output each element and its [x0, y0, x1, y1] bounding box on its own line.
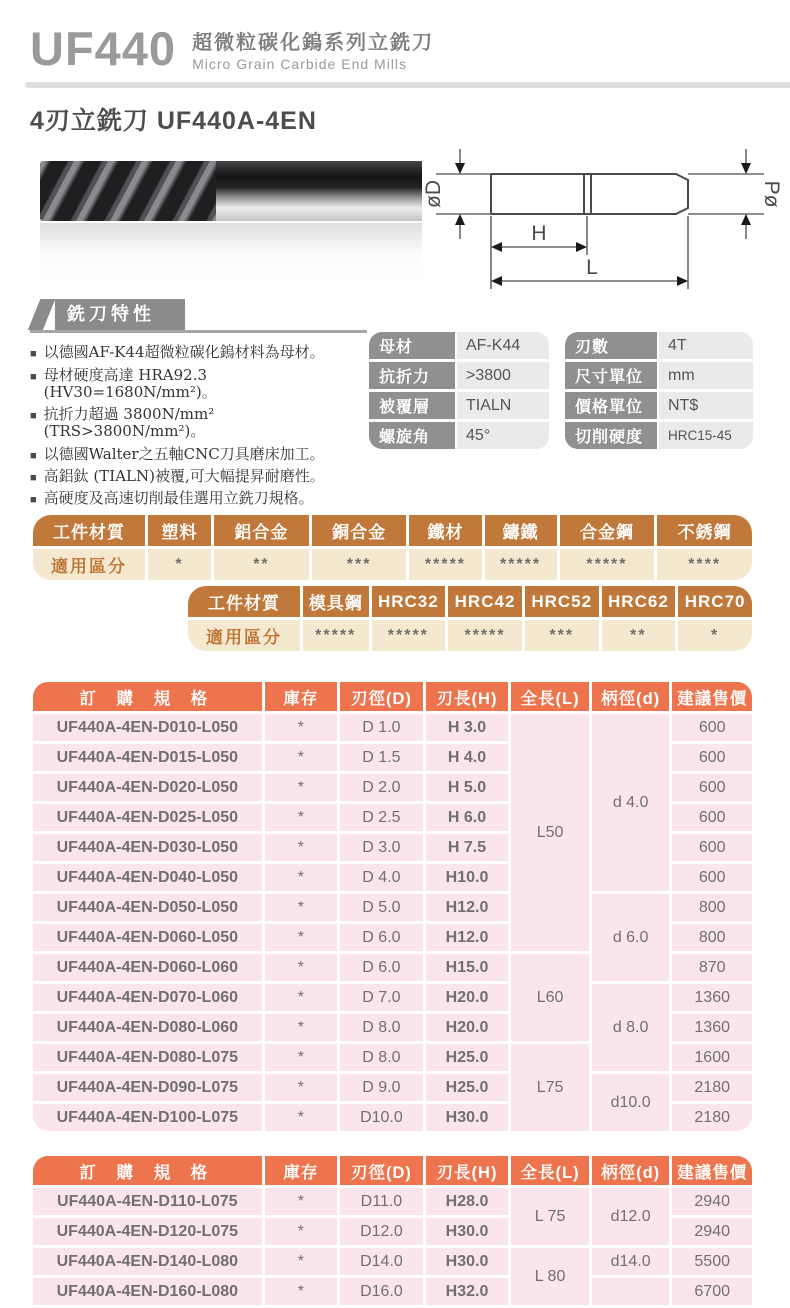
price-cell: 600 — [672, 804, 752, 831]
flute-length-cell: H 6.0 — [426, 804, 509, 831]
mat-header-cell: 塑料 — [148, 515, 211, 546]
col-header-shank-diameter: 柄徑(d) — [592, 682, 670, 711]
flute-length-cell: H28.0 — [426, 1188, 509, 1215]
col-header-shank-diameter: 柄徑(d) — [592, 1156, 670, 1185]
material-table-2 — [185, 583, 755, 654]
col-header-overall-length: 全長(L) — [511, 682, 589, 711]
flute-length-cell: H12.0 — [426, 894, 509, 921]
mid-row — [30, 299, 755, 512]
stock-cell: * — [265, 774, 338, 801]
product-photo — [30, 139, 422, 291]
flute-length-cell: H32.0 — [426, 1278, 509, 1305]
table-row — [33, 1074, 752, 1101]
diameter-cell: D 1.5 — [340, 744, 423, 771]
stock-cell: * — [265, 1278, 338, 1305]
price-cell: 2940 — [672, 1188, 752, 1215]
mat-header-cell: HRC70 — [678, 586, 752, 617]
series-block — [192, 26, 434, 72]
stock-cell: * — [265, 804, 338, 831]
mat-rating-cell: ***** — [409, 549, 481, 580]
flute-length-cell: H 7.5 — [426, 834, 509, 861]
shank-diameter-cell: d 6.0 — [592, 894, 670, 981]
spec-label: 抗折力 — [369, 362, 455, 389]
table-row — [33, 1248, 752, 1275]
flute-section — [40, 161, 216, 221]
mat-rating-cell: ***** — [560, 549, 655, 580]
diameter-cell: D10.0 — [340, 1104, 423, 1131]
features-title-row — [30, 299, 367, 333]
stock-cell: * — [265, 1188, 338, 1215]
stock-cell: * — [265, 984, 338, 1011]
diameter-cell: D 1.0 — [340, 714, 423, 741]
shank-diameter-cell: d 8.0 — [592, 984, 670, 1071]
diameter-cell: D14.0 — [340, 1248, 423, 1275]
series-subtitle: Micro Grain Carbide End Mills — [192, 56, 408, 72]
flute-length-cell: H 5.0 — [426, 774, 509, 801]
mat-header-cell: HRC52 — [525, 586, 599, 617]
col-header-stock: 庫存 — [265, 1156, 338, 1185]
diameter-cell: D12.0 — [340, 1218, 423, 1245]
model-cell: UF440A-4EN-D060-L060 — [33, 954, 262, 981]
spec-value: AF-K44 — [457, 332, 549, 359]
mat-rating-cell: ***** — [303, 620, 369, 651]
header — [30, 22, 755, 76]
spec-table-left — [367, 329, 551, 452]
model-cell: UF440A-4EN-D090-L075 — [33, 1074, 262, 1101]
table-row — [33, 894, 752, 921]
mat-rating-cell: *** — [525, 620, 599, 651]
price-cell: 600 — [672, 744, 752, 771]
spec-label: 母材 — [369, 332, 455, 359]
spec-label: 刃數 — [565, 332, 657, 359]
model-cell: UF440A-4EN-D110-L075 — [33, 1188, 262, 1215]
model-cell: UF440A-4EN-D060-L050 — [33, 924, 262, 951]
spec-value: TIALN — [457, 392, 549, 419]
stock-cell: * — [265, 864, 338, 891]
flute-length-cell: H25.0 — [426, 1074, 509, 1101]
col-header-overall-length: 全長(L) — [511, 1156, 589, 1185]
dimension-diagram — [422, 139, 783, 291]
overall-length-cell: L75 — [511, 1044, 589, 1131]
dimension-diagram-svg — [416, 139, 788, 297]
spec-value: 4T — [659, 332, 753, 359]
flute-length-h-label: H — [531, 222, 547, 245]
model-cell: UF440A-4EN-D140-L080 — [33, 1248, 262, 1275]
overall-length-cell: L 75 — [511, 1188, 589, 1245]
feature-item — [30, 468, 367, 485]
price-cell: 1600 — [672, 1044, 752, 1071]
mat-header-cell: 銅合金 — [312, 515, 407, 546]
price-cell: 800 — [672, 894, 752, 921]
table-row — [33, 714, 752, 741]
mat-header-cell: 工件材質 — [188, 586, 300, 617]
price-cell: 600 — [672, 834, 752, 861]
price-cell: 800 — [672, 924, 752, 951]
mat-rating-cell: ** — [602, 620, 676, 651]
feature-item — [30, 446, 367, 463]
col-header-model: 訂 購 規 格 — [33, 1156, 262, 1185]
flute-length-cell: H12.0 — [426, 924, 509, 951]
order-table-1 — [30, 679, 755, 1134]
col-header-price: 建議售價 — [672, 682, 752, 711]
diameter-cell: D 2.5 — [340, 804, 423, 831]
tool-body-outline — [491, 174, 688, 214]
feature-text: 母材硬度高達 HRA92.3 (HV30=1680N/mm²)。 — [43, 365, 217, 401]
flute-length-cell: H20.0 — [426, 1014, 509, 1041]
mat-rating-cell: ***** — [485, 549, 557, 580]
stock-cell: * — [265, 924, 338, 951]
spec-value: mm — [659, 362, 753, 389]
bullet-square-icon: ■ — [30, 494, 37, 507]
diameter-cell: D 8.0 — [340, 1044, 423, 1071]
feature-text: 高硬度及高速切削最佳選用立銑刀規格。 — [43, 489, 314, 508]
mat-header-cell: 模具鋼 — [303, 586, 369, 617]
mat-rating-cell: * — [678, 620, 752, 651]
diameter-cell: D 8.0 — [340, 1014, 423, 1041]
model-cell: UF440A-4EN-D100-L075 — [33, 1104, 262, 1131]
mat-header-cell: 工件材質 — [33, 515, 145, 546]
table-row — [33, 1278, 752, 1305]
features-title-badge: 銑刀特性 — [55, 299, 185, 330]
model-cell: UF440A-4EN-D015-L050 — [33, 744, 262, 771]
spec-label: 被覆層 — [369, 392, 455, 419]
stock-cell: * — [265, 1074, 338, 1101]
page-title: 4刃立銑刀 UF440A-4EN — [30, 107, 317, 135]
mat-rating-cell: *** — [312, 549, 407, 580]
price-cell: 600 — [672, 864, 752, 891]
stock-cell: * — [265, 1044, 338, 1071]
material-table-1 — [30, 512, 755, 583]
price-cell: 2940 — [672, 1218, 752, 1245]
flute-length-cell: H20.0 — [426, 984, 509, 1011]
flute-length-cell: H10.0 — [426, 864, 509, 891]
photo-reflection — [40, 223, 422, 281]
overall-length-cell: L60 — [511, 954, 589, 1041]
diameter-cell: D 2.0 — [340, 774, 423, 801]
bullet-square-icon: ■ — [30, 471, 37, 484]
price-cell: 6700 — [672, 1278, 752, 1305]
spec-table-right — [563, 329, 755, 452]
end-mill-image — [40, 161, 422, 221]
shank-diameter-cell: d12.0 — [592, 1188, 670, 1245]
model-cell: UF440A-4EN-D020-L050 — [33, 774, 262, 801]
price-cell: 1360 — [672, 984, 752, 1011]
mat-row-label: 適用區分 — [188, 620, 300, 651]
feature-text: 以德國AF-K44超微粒碳化鎢材料為母材。 — [43, 343, 325, 362]
stock-cell: * — [265, 894, 338, 921]
price-cell: 600 — [672, 774, 752, 801]
spec-value: 45° — [457, 422, 549, 449]
mat-header-cell: 鐵材 — [409, 515, 481, 546]
flute-length-cell: H15.0 — [426, 954, 509, 981]
stock-cell: * — [265, 1104, 338, 1131]
flute-length-cell: H25.0 — [426, 1044, 509, 1071]
mat-header-cell: HRC62 — [602, 586, 676, 617]
overall-length-cell: L 80 — [511, 1248, 589, 1305]
diameter-d-label: øD — [422, 180, 445, 208]
col-header-price: 建議售價 — [672, 1156, 752, 1185]
stock-cell: * — [265, 744, 338, 771]
spec-tables — [367, 329, 755, 512]
feature-text: 以德國Walter之五軸CNC刀具磨床加工。 — [43, 444, 325, 463]
price-cell: 5500 — [672, 1248, 752, 1275]
feature-list — [30, 344, 367, 507]
feature-item — [30, 367, 367, 402]
mat-rating-cell: **** — [657, 549, 752, 580]
shank-section — [216, 161, 422, 221]
flute-length-cell: H30.0 — [426, 1248, 509, 1275]
mat-header-cell: HRC32 — [372, 586, 446, 617]
shank-diameter-cell: d 4.0 — [592, 714, 670, 891]
col-header-flute-length: 刃長(H) — [426, 1156, 509, 1185]
stock-cell: * — [265, 1248, 338, 1275]
mat-header-cell: 不銹鋼 — [657, 515, 752, 546]
flute-length-cell: H30.0 — [426, 1104, 509, 1131]
price-cell: 2180 — [672, 1104, 752, 1131]
bullet-square-icon: ■ — [30, 348, 37, 361]
model-cell: UF440A-4EN-D010-L050 — [33, 714, 262, 741]
shank-diameter-cell — [592, 1278, 670, 1305]
shank-diameter-p-label: Pø — [760, 180, 783, 208]
model-cell: UF440A-4EN-D080-L060 — [33, 1014, 262, 1041]
feature-text: 抗折力超過 3800N/mm² (TRS>3800N/mm²)。 — [43, 405, 215, 441]
flute-length-cell: H30.0 — [426, 1218, 509, 1245]
spec-label: 價格單位 — [565, 392, 657, 419]
visual-row — [30, 139, 783, 291]
bullet-square-icon: ■ — [30, 370, 37, 383]
spec-value: NT$ — [659, 392, 753, 419]
price-cell: 1360 — [672, 1014, 752, 1041]
model-cell: UF440A-4EN-D070-L060 — [33, 984, 262, 1011]
features-section — [30, 299, 367, 512]
bullet-square-icon: ■ — [30, 410, 37, 423]
spec-value: HRC15-45 — [659, 422, 753, 449]
col-header-stock: 庫存 — [265, 682, 338, 711]
mat-rating-cell: ***** — [448, 620, 522, 651]
shank-diameter-cell: d14.0 — [592, 1248, 670, 1275]
brand-logo: UF440 — [30, 22, 177, 76]
flute-length-cell: H 4.0 — [426, 744, 509, 771]
model-cell: UF440A-4EN-D030-L050 — [33, 834, 262, 861]
price-cell: 870 — [672, 954, 752, 981]
stock-cell: * — [265, 1218, 338, 1245]
overall-length-cell: L50 — [511, 714, 589, 951]
spec-value: >3800 — [457, 362, 549, 389]
diameter-cell: D 6.0 — [340, 924, 423, 951]
mat-header-cell: 鑄鐵 — [485, 515, 557, 546]
diameter-cell: D 3.0 — [340, 834, 423, 861]
col-header-diameter: 刃徑(D) — [340, 1156, 423, 1185]
diameter-cell: D 7.0 — [340, 984, 423, 1011]
stock-cell: * — [265, 1014, 338, 1041]
model-cell: UF440A-4EN-D160-L080 — [33, 1278, 262, 1305]
stock-cell: * — [265, 834, 338, 861]
diameter-cell: D 4.0 — [340, 864, 423, 891]
series-title: 超微粒碳化鎢系列立銑刀 — [192, 30, 435, 54]
flute-length-cell: H 3.0 — [426, 714, 509, 741]
diameter-cell: D16.0 — [340, 1278, 423, 1305]
diameter-cell: D 9.0 — [340, 1074, 423, 1101]
badge-slash-icon — [28, 299, 56, 330]
mat-header-cell: HRC42 — [448, 586, 522, 617]
model-cell: UF440A-4EN-D080-L075 — [33, 1044, 262, 1071]
overall-length-l-label: L — [586, 256, 598, 279]
bullet-square-icon: ■ — [30, 449, 37, 462]
feature-item — [30, 344, 367, 361]
diameter-cell: D 6.0 — [340, 954, 423, 981]
mat-rating-cell: * — [148, 549, 211, 580]
col-header-model: 訂 購 規 格 — [33, 682, 262, 711]
model-cell: UF440A-4EN-D050-L050 — [33, 894, 262, 921]
stock-cell: * — [265, 954, 338, 981]
order-table-2 — [30, 1153, 755, 1308]
feature-item — [30, 490, 367, 507]
model-cell: UF440A-4EN-D040-L050 — [33, 864, 262, 891]
feature-item — [30, 406, 367, 441]
spec-label: 切削硬度 — [565, 422, 657, 449]
spec-label: 螺旋角 — [369, 422, 455, 449]
diameter-cell: D11.0 — [340, 1188, 423, 1215]
shank-diameter-cell: d10.0 — [592, 1074, 670, 1131]
model-cell: UF440A-4EN-D120-L075 — [33, 1218, 262, 1245]
spec-label: 尺寸單位 — [565, 362, 657, 389]
stock-cell: * — [265, 714, 338, 741]
model-cell: UF440A-4EN-D025-L050 — [33, 804, 262, 831]
mat-row-label: 適用區分 — [33, 549, 145, 580]
price-cell: 2180 — [672, 1074, 752, 1101]
feature-text: 高鋁鈦 (TIALN)被覆,可大幅提昇耐磨性。 — [43, 466, 325, 485]
mat-rating-cell: ** — [214, 549, 309, 580]
table-row — [33, 984, 752, 1011]
col-header-diameter: 刃徑(D) — [340, 682, 423, 711]
mat-header-cell: 合金鋼 — [560, 515, 655, 546]
mat-rating-cell: ***** — [372, 620, 446, 651]
col-header-flute-length: 刃長(H) — [426, 682, 509, 711]
header-divider — [25, 82, 790, 88]
mat-header-cell: 鋁合金 — [214, 515, 309, 546]
table-row — [33, 1188, 752, 1215]
price-cell: 600 — [672, 714, 752, 741]
diameter-cell: D 5.0 — [340, 894, 423, 921]
